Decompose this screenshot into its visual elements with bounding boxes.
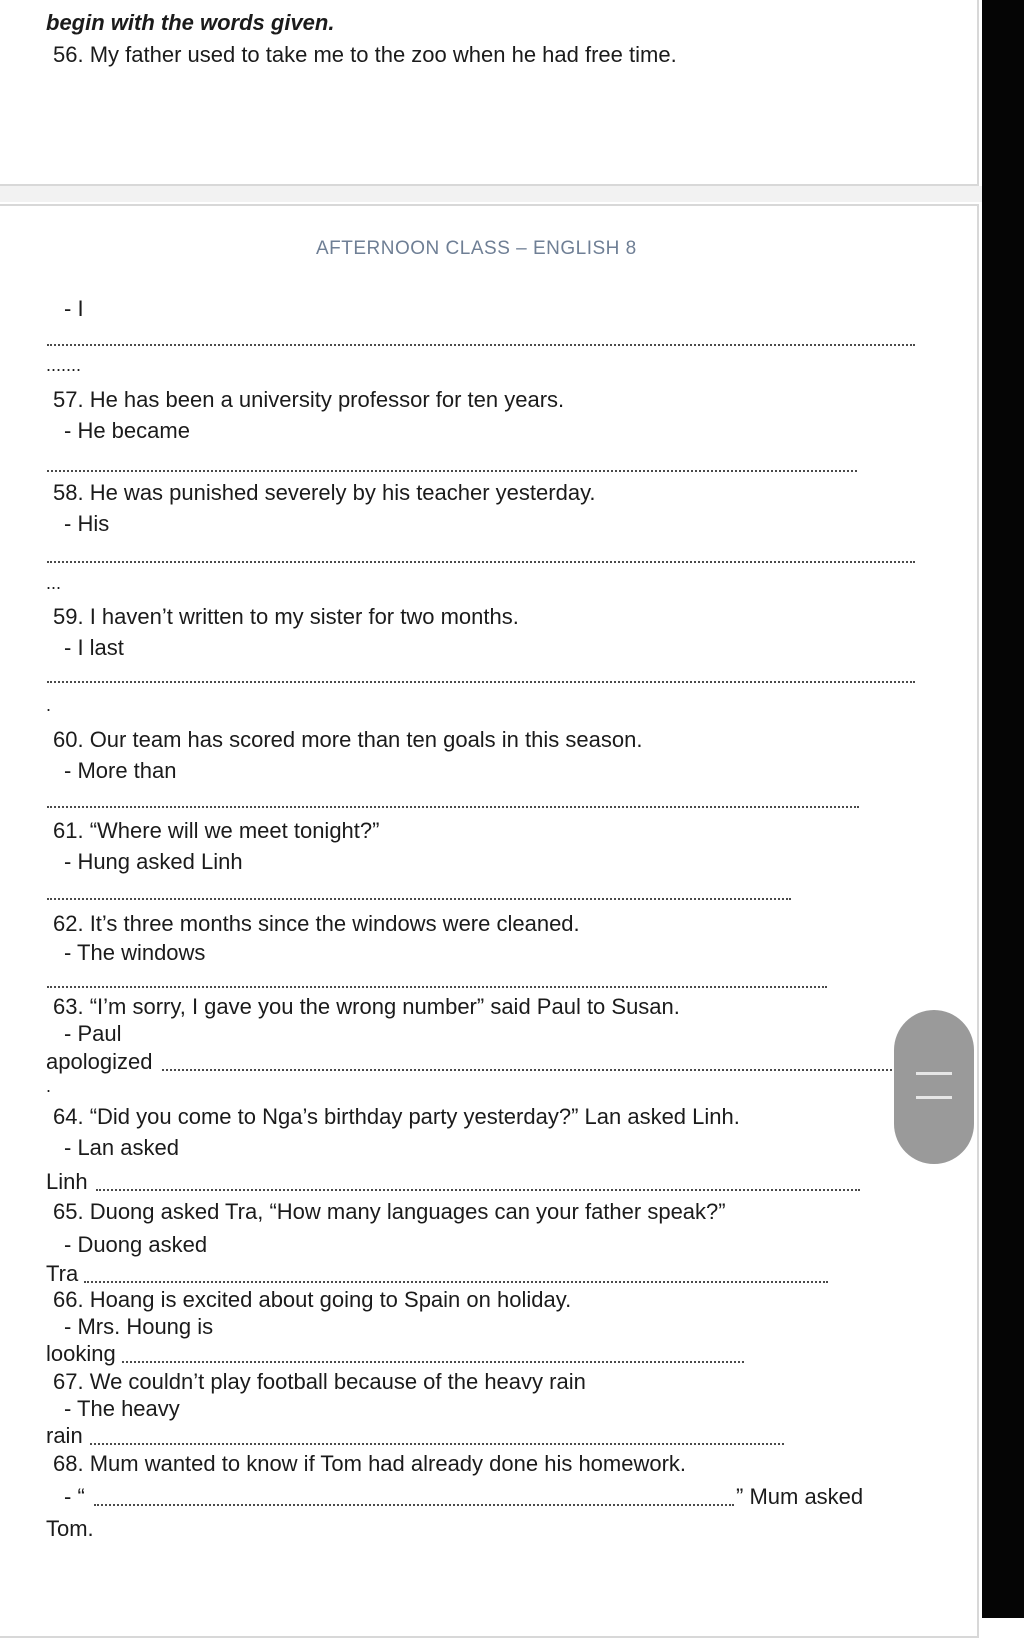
answer-line [90, 1443, 784, 1445]
answer-line [47, 681, 915, 683]
answer-start-67: - The heavy [64, 1396, 180, 1421]
question-61: 61. “Where will we meet tonight?” [53, 818, 380, 843]
page-gap [0, 186, 982, 202]
question-66: 66. Hoang is excited about going to Spain on holiday. [53, 1287, 572, 1312]
answer-line [47, 344, 915, 346]
answer-start-60: - More than [64, 758, 177, 783]
answer-line [84, 1281, 828, 1283]
answer-line [47, 986, 827, 988]
question-68: 68. Mum wanted to know if Tom had already done his homework. [53, 1451, 687, 1476]
instruction-text: begin with the words given. [46, 10, 335, 35]
question-63: 63. “I’m sorry, I gave you the wrong number” said Paul to Susan. [53, 994, 680, 1019]
answer-start-57: - He became [64, 418, 190, 443]
question-62: 62. It’s three months since the windows were cleaned. [53, 911, 580, 936]
answer-continue-68: Tom. [46, 1516, 94, 1541]
answer-start-59: - I last [64, 635, 124, 660]
question-60: 60. Our team has scored more than ten goals in this season. [53, 727, 643, 752]
question-58: 58. He was punished severely by his teacher yesterday. [53, 480, 596, 505]
answer-continue-67: rain [46, 1423, 83, 1448]
answer-line [122, 1361, 744, 1363]
answer-line-tail: ....... [46, 355, 82, 375]
question-56: 56. My father used to take me to the zoo when he had free time. [53, 42, 677, 67]
answer-continue-65: Tra [46, 1261, 79, 1286]
answer-line-tail: ... [46, 573, 62, 593]
answer-start-68: - “ [64, 1484, 85, 1509]
answer-line [47, 898, 791, 900]
grip-line-icon [916, 1096, 952, 1099]
answer-start-65: - Duong asked [64, 1232, 208, 1257]
question-59: 59. I haven’t written to my sister for two months. [53, 604, 519, 629]
answer-start-61: - Hung asked Linh [64, 849, 243, 874]
answer-start-64: - Lan asked [64, 1135, 179, 1160]
answer-line [162, 1069, 916, 1071]
screen-edge [982, 0, 1024, 1618]
question-64: 64. “Did you come to Nga’s birthday party yesterday?” Lan asked Linh. [53, 1104, 740, 1129]
answer-line-tail: . [46, 695, 52, 715]
answer-start-56: - I [64, 296, 84, 321]
answer-continue-64: Linh [46, 1169, 88, 1194]
answer-line [94, 1504, 734, 1506]
answer-continue-66: looking [46, 1341, 116, 1366]
grip-line-icon [916, 1072, 952, 1075]
scroll-handle[interactable] [894, 1010, 974, 1164]
answer-start-62: - The windows [64, 940, 206, 965]
answer-line [96, 1189, 860, 1191]
question-67: 67. We couldn’t play football because of the heavy rain [53, 1369, 586, 1394]
answer-start-66: - Mrs. Houng is [64, 1314, 214, 1339]
answer-continue-63: apologized [46, 1049, 153, 1074]
question-65: 65. Duong asked Tra, “How many languages can your father speak?” [53, 1199, 726, 1224]
question-57: 57. He has been a university professor for ten years. [53, 387, 565, 412]
answer-line [47, 561, 915, 563]
answer-end-68: ” Mum asked [736, 1484, 864, 1509]
answer-line [47, 470, 857, 472]
answer-line [47, 806, 859, 808]
answer-start-58: - His [64, 511, 110, 536]
page-title: AFTERNOON CLASS – ENGLISH 8 [316, 238, 637, 259]
answer-line-tail: . [46, 1076, 52, 1096]
answer-start-63: - Paul [64, 1021, 122, 1046]
